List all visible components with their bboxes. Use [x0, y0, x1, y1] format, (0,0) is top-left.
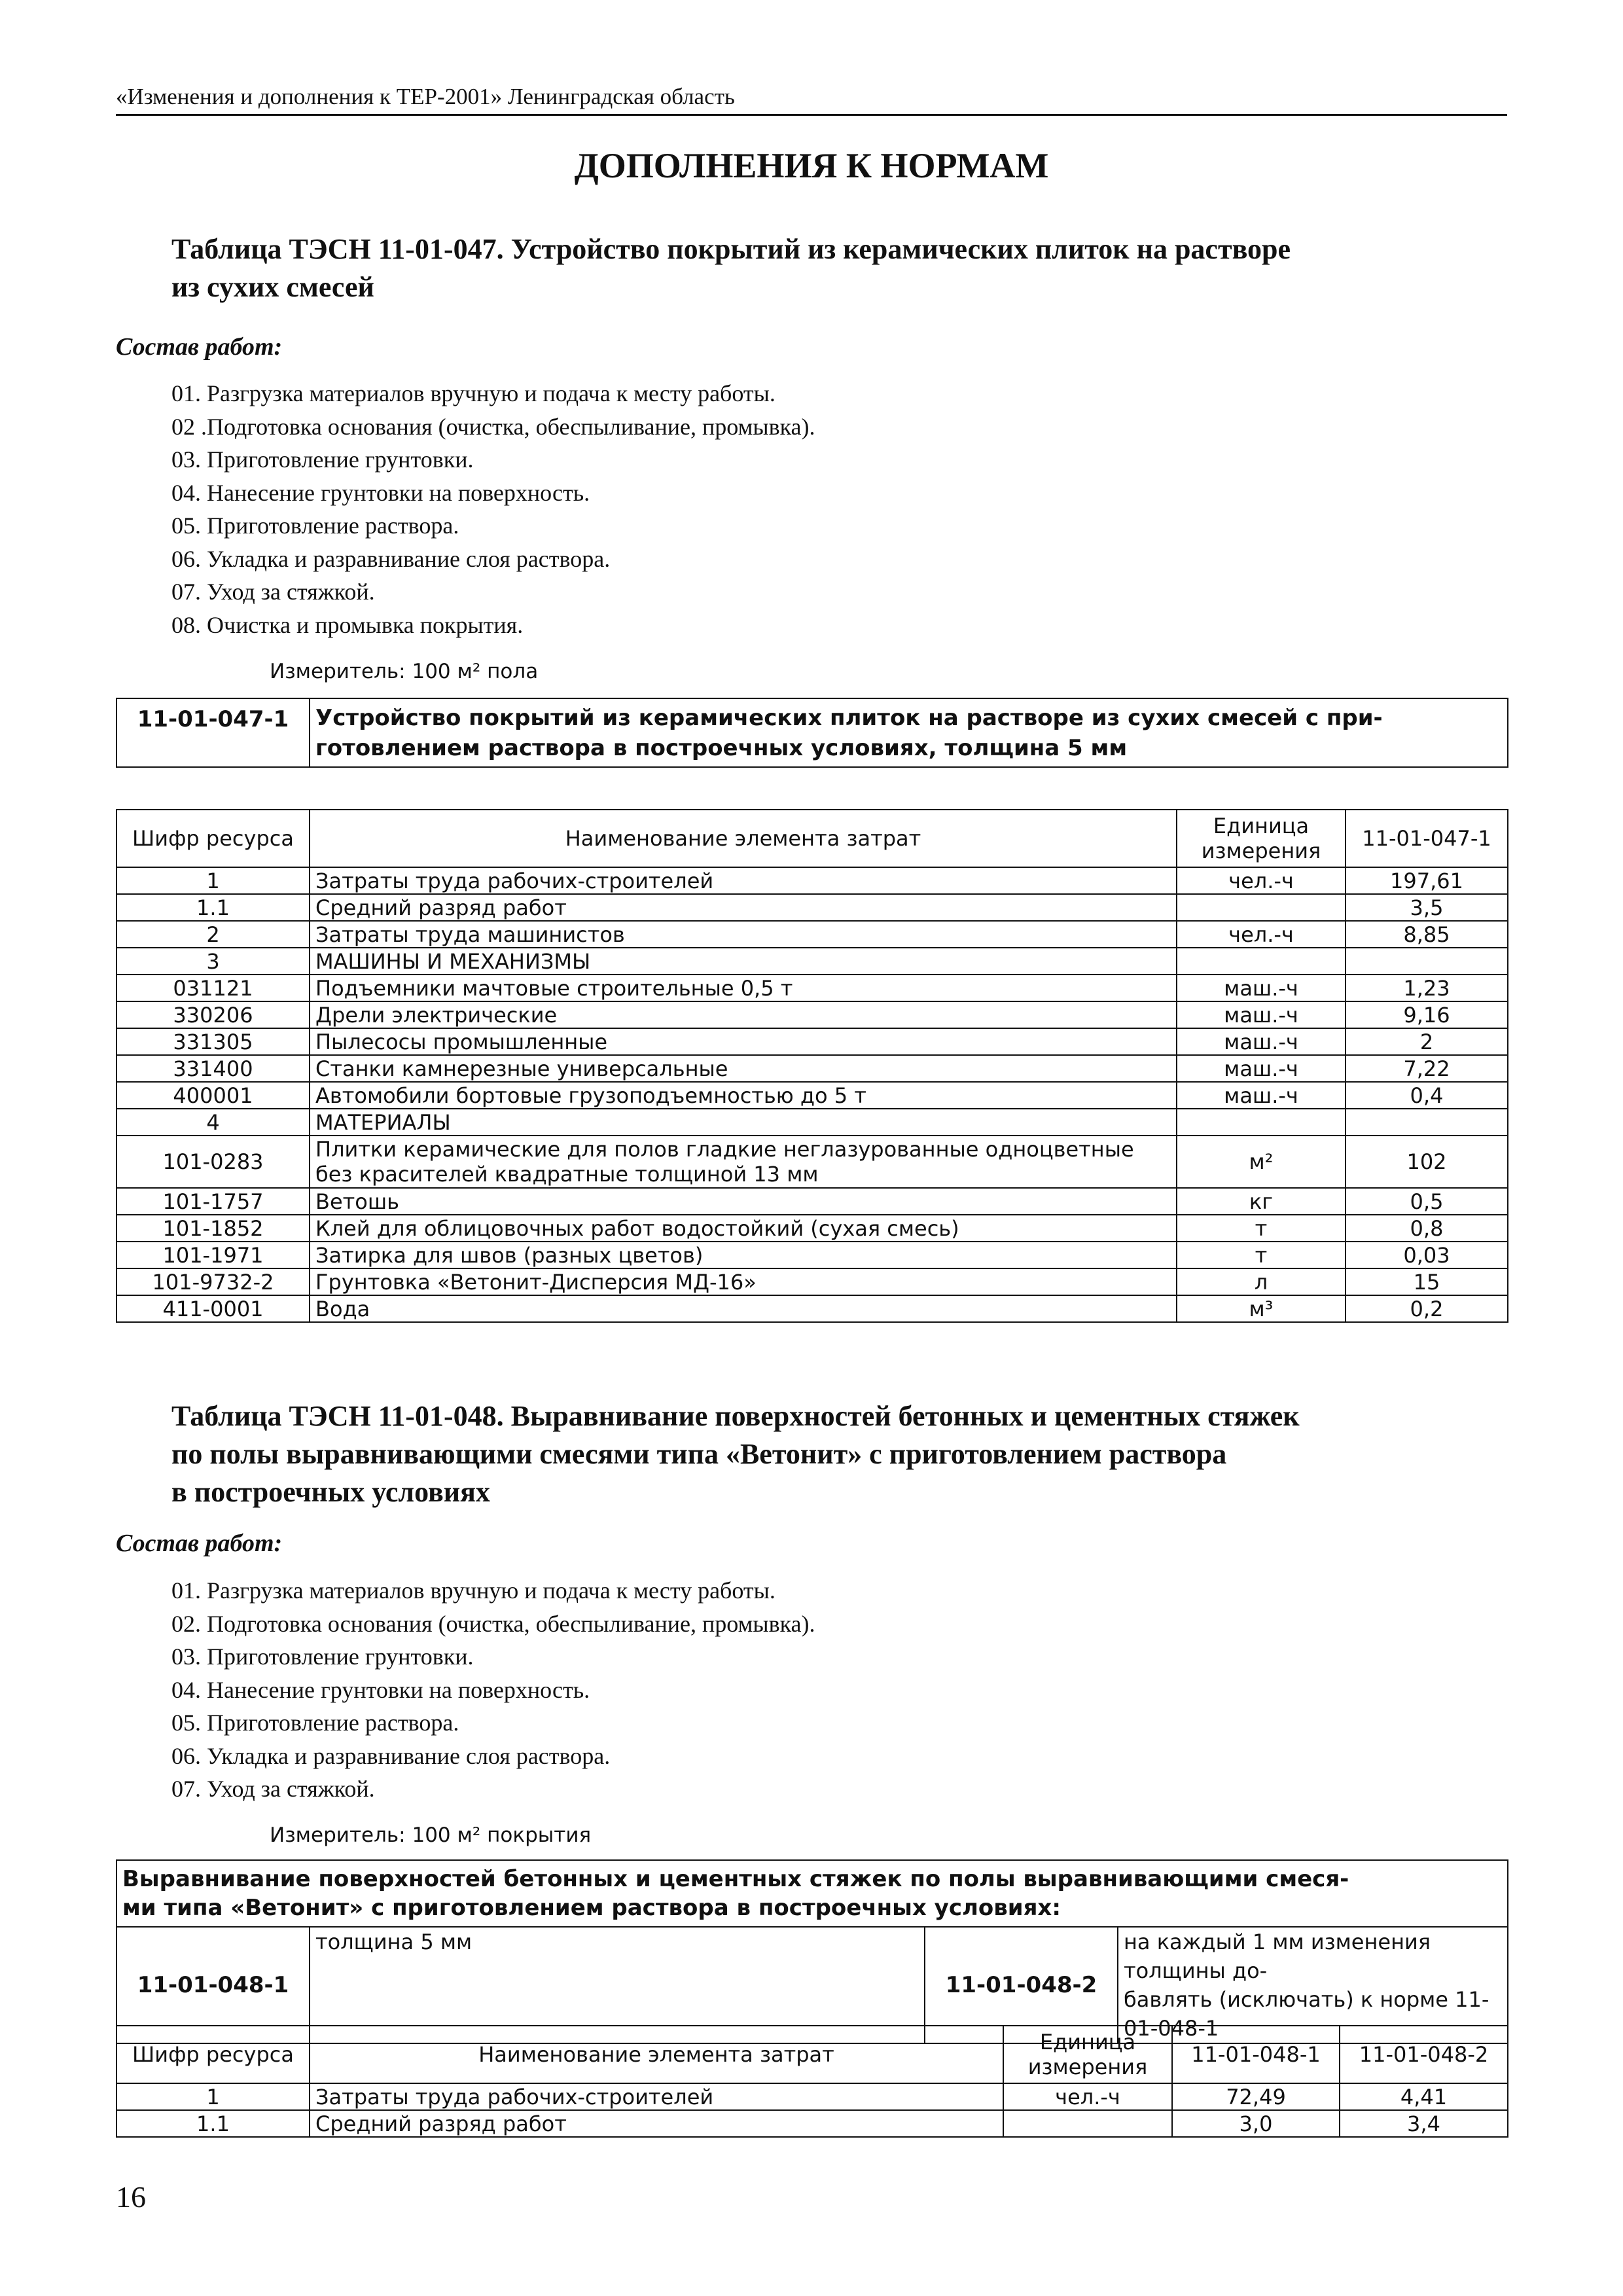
table1-title-line2: из сухих смесей [171, 271, 374, 303]
table2-title [171, 1397, 1480, 1511]
header-col1: 11-01-047-1 [1346, 810, 1508, 867]
table-row [116, 894, 1508, 921]
header-code: Шифр ресурса [116, 2026, 310, 2083]
table-row [116, 948, 1508, 975]
cell-unit: т [1177, 1242, 1346, 1268]
norm-code: 11-01-047-1 [116, 698, 310, 767]
work-item: 07. Уход за стяжкой. [171, 579, 375, 605]
cell-value: 3,0 [1172, 2110, 1340, 2137]
cell-name-line1: Плитки керамические для полов гладкие неглазурованные одноцветные [315, 1137, 1134, 1162]
table-row [116, 1268, 1508, 1295]
cell-value: 2 [1346, 1028, 1508, 1055]
norm-name-line1: Устройство покрытий из керамических плиток на растворе из сухих смесей с при- [315, 704, 1383, 731]
cell-unit: кг [1177, 1188, 1346, 1215]
work-item: 03. Приготовление грунтовки. [171, 1643, 474, 1670]
work-item: 07. Уход за стяжкой. [171, 1776, 375, 1802]
table2-sostav-label: Состав работ: [116, 1530, 283, 1557]
table-row [116, 2110, 1508, 2137]
cell-value: 4,41 [1340, 2083, 1508, 2110]
cell-value: 7,22 [1346, 1055, 1508, 1082]
cell-unit: маш.-ч [1177, 975, 1346, 1001]
cell-code: 101-9732-2 [116, 1268, 310, 1295]
cell-code: 1.1 [116, 2110, 310, 2137]
cell-code: 101-1971 [116, 1242, 310, 1268]
table1-title [171, 230, 1480, 306]
cell-value: 3,5 [1346, 894, 1508, 921]
norm1-name: толщина 5 мм [310, 1927, 925, 2043]
table-header-row [116, 810, 1508, 867]
cell-code: 031121 [116, 975, 310, 1001]
norm2-name-line2: бавлять (исключать) к норме 11-01-048-1 [1124, 1987, 1489, 2041]
work-item: 02 .Подготовка основания (очистка, обеспыливание, промывка). [171, 413, 815, 440]
cell-name: Дрели электрические [310, 1001, 1177, 1028]
cell-name: Затраты труда машинистов [310, 921, 1177, 948]
table2-measure: Измеритель: 100 м² покрытия [270, 1823, 592, 1847]
cell-name: Подъемники мачтовые строительные 0,5 т [310, 975, 1177, 1001]
header-unit [1003, 2026, 1172, 2083]
cell-code: 1.1 [116, 894, 310, 921]
cell-unit: т [1177, 1215, 1346, 1242]
cell-name: Средний разряд работ [310, 894, 1177, 921]
table1-work-list [171, 377, 815, 641]
cell-value: 72,49 [1172, 2083, 1340, 2110]
cell-unit: маш.-ч [1177, 1001, 1346, 1028]
cell-unit [1177, 1109, 1346, 1136]
table-row [116, 975, 1508, 1001]
cell-code: 101-1852 [116, 1215, 310, 1242]
cell-code: 101-1757 [116, 1188, 310, 1215]
table1-sostav-label: Состав работ: [116, 333, 283, 361]
cell-name: Пылесосы промышленные [310, 1028, 1177, 1055]
table2-resources [116, 2025, 1508, 2138]
table-row [116, 1136, 1508, 1188]
table2-title-line2: по полы выравнивающими смесями типа «Ветонит» с приготовлением раствора [171, 1438, 1227, 1470]
table-row [116, 1082, 1508, 1109]
table1-norm-header [116, 698, 1508, 768]
norm2-code: 11-01-048-2 [925, 1927, 1118, 2043]
cell-code: 331400 [116, 1055, 310, 1082]
work-item: 01. Разгрузка материалов вручную и подача к месту работы. [171, 1577, 776, 1604]
cell-name: Затраты труда рабочих-строителей [310, 867, 1177, 894]
header-col1: 11-01-048-1 [1172, 2026, 1340, 2083]
table-row [116, 867, 1508, 894]
work-item: 02. Подготовка основания (очистка, обеспыливание, промывка). [171, 1610, 815, 1637]
cell-unit: чел.-ч [1177, 921, 1346, 948]
cell-code: 1 [116, 2083, 310, 2110]
cell-value: 0,03 [1346, 1242, 1508, 1268]
table2-work-list [171, 1574, 815, 1806]
cell-unit: маш.-ч [1177, 1028, 1346, 1055]
table-row [116, 1215, 1508, 1242]
header-unit [1177, 810, 1346, 867]
work-item: 08. Очистка и промывка покрытия. [171, 611, 524, 638]
cell-value: 1,23 [1346, 975, 1508, 1001]
group-title-line1: Выравнивание поверхностей бетонных и цементных стяжек по полы выравнивающими смеся- [122, 1866, 1349, 1892]
table1-measure: Измеритель: 100 м² пола [270, 660, 539, 683]
work-item: 01. Разгрузка материалов вручную и подача к месту работы. [171, 380, 776, 406]
cell-value [1346, 948, 1508, 975]
cell-name: МАТЕРИАЛЫ [310, 1109, 1177, 1136]
header-unit-line1: Единица [1213, 814, 1310, 838]
table2-title-line1: Таблица ТЭСН 11-01-048. Выравнивание поверхностей бетонных и цементных стяжек [171, 1400, 1300, 1432]
cell-name: Ветошь [310, 1188, 1177, 1215]
table-row [116, 1188, 1508, 1215]
cell-code: 2 [116, 921, 310, 948]
table1-resources [116, 809, 1508, 1323]
cell-name: Клей для облицовочных работ водостойкий (сухая смесь) [310, 1215, 1177, 1242]
cell-code: 400001 [116, 1082, 310, 1109]
table1-title-line1: Таблица ТЭСН 11-01-047. Устройство покрытий из керамических плиток на растворе [171, 233, 1291, 265]
cell-code: 101-0283 [116, 1136, 310, 1188]
cell-value: 9,16 [1346, 1001, 1508, 1028]
cell-code: 3 [116, 948, 310, 975]
work-item: 05. Приготовление раствора. [171, 512, 459, 539]
cell-unit: чел.-ч [1177, 867, 1346, 894]
cell-name [310, 1136, 1177, 1188]
cell-value [1346, 1109, 1508, 1136]
norm-name [310, 698, 1508, 767]
cell-unit: м³ [1177, 1295, 1346, 1322]
cell-unit: л [1177, 1268, 1346, 1295]
cell-value: 0,8 [1346, 1215, 1508, 1242]
header-name: Наименование элемента затрат [310, 2026, 1003, 2083]
cell-unit [1003, 2110, 1172, 2137]
cell-name: Вода [310, 1295, 1177, 1322]
header-unit-line2: измерения [1201, 838, 1321, 863]
cell-name-line2: без красителей квадратные толщиной 13 мм [315, 1162, 819, 1187]
table-row [116, 1028, 1508, 1055]
header-col2: 11-01-048-2 [1340, 2026, 1508, 2083]
table-row [116, 1242, 1508, 1268]
group-title-line2: ми типа «Ветонит» с приготовлением раствора в построечных условиях: [122, 1895, 1061, 1921]
cell-name: МАШИНЫ И МЕХАНИЗМЫ [310, 948, 1177, 975]
table2-title-line3: в построечных условиях [171, 1476, 490, 1508]
norm-name-line2: готовлением раствора в построечных условиях, толщина 5 мм [315, 734, 1128, 761]
cell-value: 0,2 [1346, 1295, 1508, 1322]
table-row [116, 1109, 1508, 1136]
cell-value: 0,5 [1346, 1188, 1508, 1215]
norm1-code: 11-01-048-1 [116, 1927, 310, 2043]
cell-code: 411-0001 [116, 1295, 310, 1322]
table-row [116, 1295, 1508, 1322]
header-unit-line2: измерения [1027, 2054, 1148, 2079]
cell-unit [1177, 894, 1346, 921]
work-item: 06. Укладка и разравнивание слоя раствора. [171, 1742, 611, 1769]
work-item: 05. Приготовление раствора. [171, 1710, 459, 1736]
cell-name: Затраты труда рабочих-строителей [310, 2083, 1003, 2110]
cell-name: Грунтовка «Ветонит-Дисперсия МД-16» [310, 1268, 1177, 1295]
cell-name: Автомобили бортовые грузоподъемностью до 5 т [310, 1082, 1177, 1109]
norm2-name-line1: на каждый 1 мм изменения толщины до- [1124, 1929, 1431, 1983]
cell-code: 1 [116, 867, 310, 894]
table-row [116, 1055, 1508, 1082]
table-row [116, 921, 1508, 948]
cell-value: 0,4 [1346, 1082, 1508, 1109]
cell-unit: маш.-ч [1177, 1055, 1346, 1082]
table-row [116, 2083, 1508, 2110]
cell-name: Затирка для швов (разных цветов) [310, 1242, 1177, 1268]
cell-value: 197,61 [1346, 867, 1508, 894]
cell-unit [1177, 948, 1346, 975]
cell-code: 330206 [116, 1001, 310, 1028]
cell-code: 4 [116, 1109, 310, 1136]
header-name: Наименование элемента затрат [310, 810, 1177, 867]
work-item: 04. Нанесение грунтовки на поверхность. [171, 1676, 590, 1703]
main-title: ДОПОЛНЕНИЯ К НОРМАМ [574, 146, 1049, 185]
work-item: 06. Укладка и разравнивание слоя раствора. [171, 545, 611, 572]
table-row [116, 1001, 1508, 1028]
cell-value: 102 [1346, 1136, 1508, 1188]
cell-code: 331305 [116, 1028, 310, 1055]
cell-name: Станки камнерезные универсальные [310, 1055, 1177, 1082]
page-number: 16 [116, 2180, 146, 2214]
group-title [116, 1860, 1508, 1927]
cell-unit: м² [1177, 1136, 1346, 1188]
running-head: «Изменения и дополнения к ТЕР-2001» Ленинградская область [116, 84, 1507, 116]
cell-unit: чел.-ч [1003, 2083, 1172, 2110]
work-item: 04. Нанесение грунтовки на поверхность. [171, 479, 590, 506]
table-header-row [116, 2026, 1508, 2083]
cell-value: 15 [1346, 1268, 1508, 1295]
cell-value: 3,4 [1340, 2110, 1508, 2137]
cell-value: 8,85 [1346, 921, 1508, 948]
table2-norm-header [116, 1859, 1508, 2044]
cell-unit: маш.-ч [1177, 1082, 1346, 1109]
work-item: 03. Приготовление грунтовки. [171, 446, 474, 473]
header-unit-line1: Единица [1039, 2030, 1136, 2054]
cell-name: Средний разряд работ [310, 2110, 1003, 2137]
header-code: Шифр ресурса [116, 810, 310, 867]
